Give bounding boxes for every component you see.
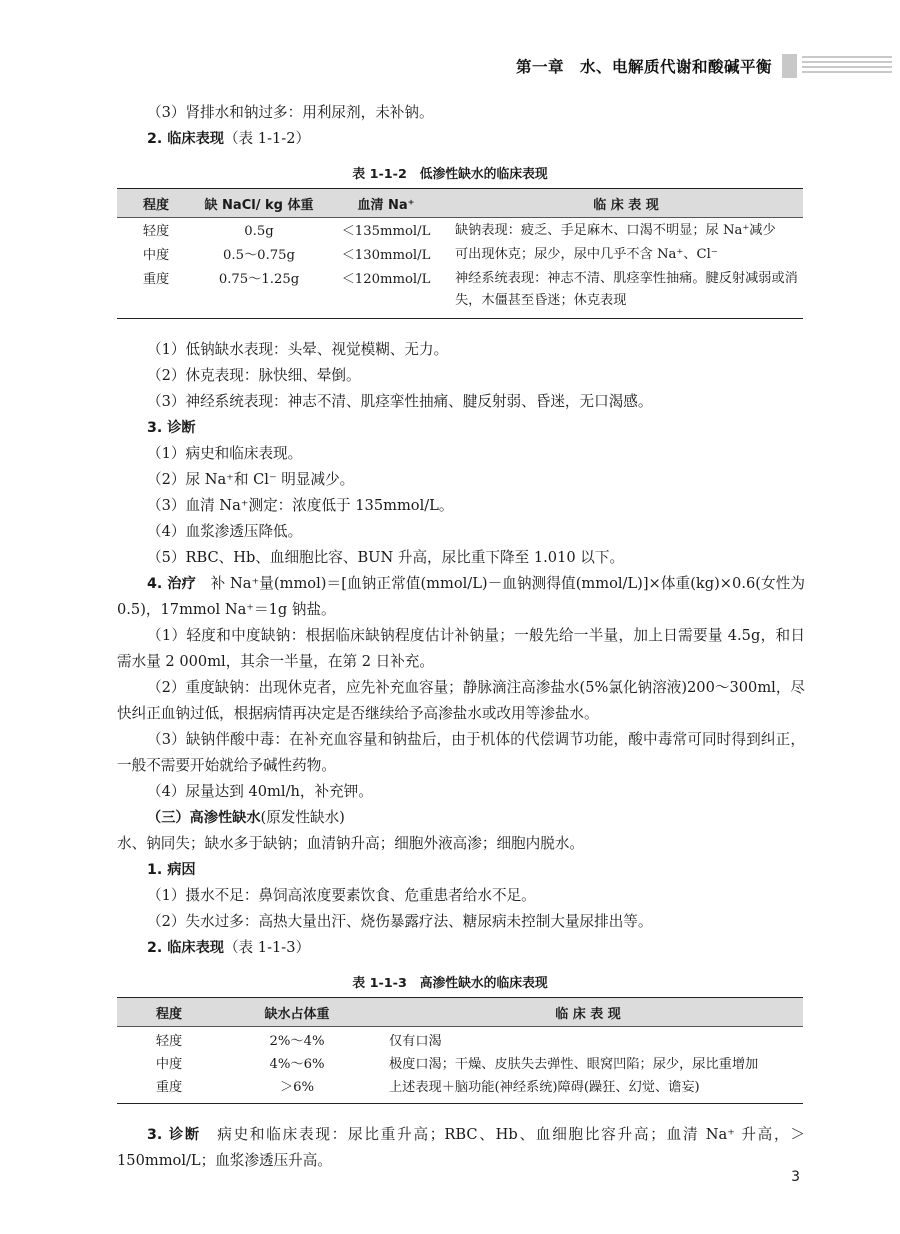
heading-ref: （表 1-1-2） [223,130,311,147]
table-row [117,218,803,245]
list-item: （3）缺钠伴酸中毒：在补充血容量和钠盐后，由于机体的代偿调节功能，酸中毒常可同时得到纠正，一般不需要开始就给予碱性药物。 [117,731,805,774]
table-header-cell: 临 床 表 现 [449,189,803,218]
list-item: （3）肾排水和钠过多：用利尿剂，未补钠。 [147,104,434,121]
table-cell: 4%～6% [269,1057,325,1072]
table-header-cell: 缺 NaCl/ kg 体重 [195,189,323,218]
list-item: （1）摄水不足：鼻饲高浓度要素饮食、危重患者给水不足。 [147,887,536,904]
table-cell: ＜130mmol/L [341,248,431,263]
table-cell: 上述表现＋脑功能(神经系统)障碍(躁狂、幻觉、谵妄) [389,1080,700,1095]
table-cell: 中度 [155,1057,183,1072]
table-row [117,1076,803,1104]
hypernatremic-table [117,997,803,1104]
list-item: （2）尿 Na⁺和 Cl⁻ 明显减少。 [147,471,355,488]
heading-label: 3. 诊断 [147,420,196,436]
heading-label: 3. 诊断 [147,1127,201,1143]
table-cell: 0.5g [244,224,274,239]
table-cell: 0.75～1.25g [218,272,300,287]
table-cell: 可出现休克；尿少，尿中几乎不含 Na⁺、Cl⁻ [455,247,718,262]
header-decoration-lines [802,56,892,76]
table-header-cell: 程度 [117,998,221,1027]
table-header-cell: 血清 Na⁺ [323,189,449,218]
table-cell: 神经系统表现：神志不清、肌痉挛性抽痛。腱反射减弱或消失，木僵甚至昏迷；休克表现 [455,271,798,308]
paragraph-text: 补 Na⁺量(mmol)＝[血钠正常值(mmol/L)－血钠测得值(mmol/L)]×体重(kg)×0.6(女性为 0.5)，17mmol Na⁺＝1g 钠盐。 [117,575,805,618]
running-header [0,52,900,82]
table-row [117,1053,803,1076]
list-item: （3）血清 Na⁺测定：浓度低于 135mmol/L。 [147,497,454,514]
heading-label: 1. 病因 [147,862,196,878]
hyponatremic-table [117,188,803,319]
page-number: 3 [791,1169,800,1185]
table-cell: 仅有口渴 [389,1034,442,1049]
table-cell: 2%～4% [269,1034,325,1049]
table-cell: ＞6% [279,1080,315,1095]
table-cell: 轻度 [155,1034,183,1049]
table-caption: 表 1-1-3 高渗性缺水的临床表现 [352,976,548,991]
list-item: （4）尿量达到 40ml/h，补充钾。 [147,783,373,800]
paragraph-text: 水、钠同失；缺水多于缺钠；血清钠升高；细胞外液高渗；细胞内脱水。 [117,835,585,852]
list-item: （4）血浆渗透压降低。 [147,523,303,540]
table-cell: 缺钠表现：疲乏、手足麻木、口渴不明显；尿 Na⁺减少 [455,223,776,238]
heading-label: 2. 临床表现 [147,131,224,147]
table-cell: 重度 [142,272,170,287]
list-item: （5）RBC、Hb、血细胞比容、BUN 升高，尿比重下降至 1.010 以下。 [147,549,625,566]
table-cell: 重度 [155,1080,183,1095]
diagnosis-paragraph [0,1122,900,1174]
section-heading [0,126,900,152]
list-item: （1）病史和临床表现。 [147,445,303,462]
paragraph-text: 病史和临床表现：尿比重升高；RBC、Hb、血细胞比容升高；血清 Na⁺ 升高，＞150mmol/L；血浆渗透压升高。 [117,1126,805,1169]
page-content [0,100,900,1174]
heading-suffix: (原发性缺水) [260,809,345,826]
heading-label: 2. 临床表现 [147,940,224,956]
table-cell: ＜120mmol/L [341,272,431,287]
list-item: （2）休克表现：脉快细、晕倒。 [147,367,361,384]
table-header-cell: 程度 [117,189,195,218]
table-header-cell: 临 床 表 现 [373,998,803,1027]
table-caption: 表 1-1-2 低渗性缺水的临床表现 [352,167,548,182]
chapter-title: 第一章 水、电解质代谢和酸碱平衡 [515,58,772,76]
section-heading [0,935,900,961]
treatment-paragraph [0,571,900,623]
table-row [117,244,803,268]
section-heading [0,857,900,883]
heading-label: 4. 治疗 [147,576,196,592]
heading-label: （三）高渗性缺水 [147,810,261,826]
list-item: （2）失水过多：高热大量出汗、烧伤暴露疗法、糖尿病未控制大量尿排出等。 [147,913,653,930]
list-item: （1）轻度和中度缺钠：根据临床缺钠程度估计补钠量；一般先给一半量，加上日需要量 4.5g，和日需水量 2 000ml，其余一半量，在第 2 日补充。 [117,627,805,670]
table-header-cell: 缺水占体重 [221,998,373,1027]
list-item: （3）神经系统表现：神志不清、肌痉挛性抽痛、腱反射弱、昏迷，无口渴感。 [147,393,653,410]
table-cell: 轻度 [142,224,170,239]
table-cell: 0.5～0.75g [223,248,295,263]
section-heading [0,415,900,441]
table-row [117,268,803,319]
list-item: （1）低钠缺水表现：头晕、视觉模糊、无力。 [147,341,449,358]
heading-ref: （表 1-1-3） [223,939,311,956]
header-decoration-block [782,54,797,78]
list-item: （2）重度缺钠：出现休克者，应先补充血容量；静脉滴注高渗盐水(5%氯化钠溶液)200～300ml，尽快纠正血钠过低，根据病情再决定是否继续给予高渗盐水或改用等渗盐水。 [117,679,806,722]
table-cell: 中度 [142,248,170,263]
table-row [117,1027,803,1054]
section-heading [0,805,900,831]
table-cell: 极度口渴；干燥、皮肤失去弹性、眼窝凹陷；尿少，尿比重增加 [389,1057,759,1072]
table-cell: ＜135mmol/L [341,224,431,239]
